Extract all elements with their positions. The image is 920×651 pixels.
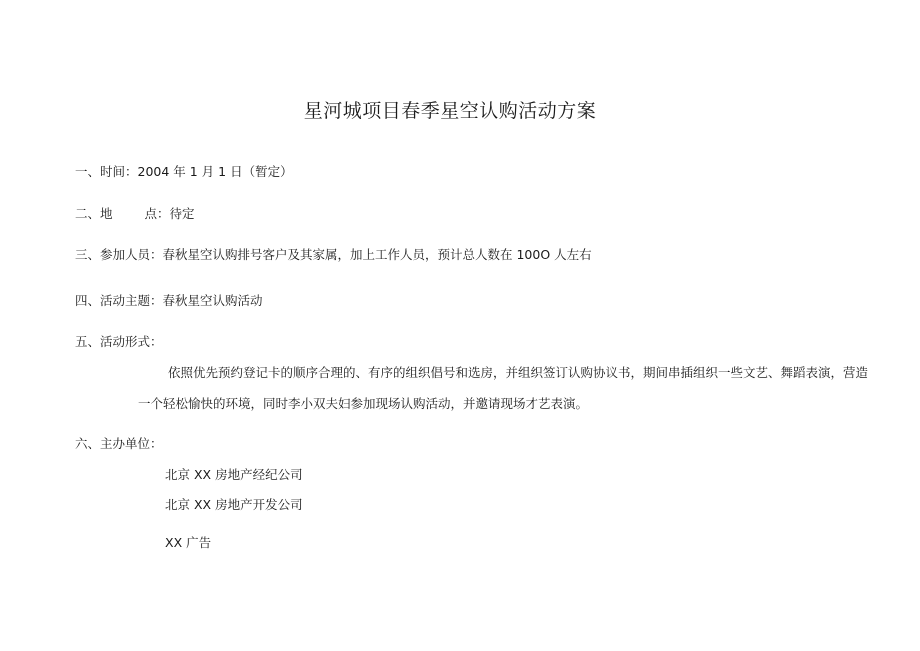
item-organizer-label: 六、主办单位： bbox=[75, 436, 163, 451]
item-place-prefix: 二、地 bbox=[75, 206, 113, 221]
item-theme: 四、活动主题：春秋星空认购活动 bbox=[75, 293, 263, 308]
organizer-3: XX 广告 bbox=[165, 535, 212, 550]
form-paragraph-line-1: 依照优先预约登记卡的顺序合理的、有序的组织倡号和选房，并组织签订认购协议书，期间串插组织一些文艺、舞蹈表演，营造 bbox=[168, 365, 869, 380]
organizer-2: 北京 XX 房地产开发公司 bbox=[165, 497, 303, 512]
form-paragraph-line-2: 一个轻松愉快的环境，同时李小双夫妇参加现场认购活动，并邀请现场才艺表演。 bbox=[138, 396, 589, 411]
item-form-label: 五、活动形式： bbox=[75, 334, 163, 349]
item-place-rest: 点：待定 bbox=[144, 206, 195, 221]
item-participants: 三、参加人员：春秋星空认购排号客户及其家属，加上工作人员，预计总人数在 100O 人左右 bbox=[75, 247, 592, 262]
organizer-1: 北京 XX 房地产经纪公司 bbox=[165, 467, 303, 482]
item-time: 一、时间：2004 年 1 月 1 日（暂定） bbox=[75, 164, 293, 179]
item-place bbox=[75, 206, 195, 222]
document-title: 星河城项目春季星空认购活动方案 bbox=[303, 100, 597, 122]
